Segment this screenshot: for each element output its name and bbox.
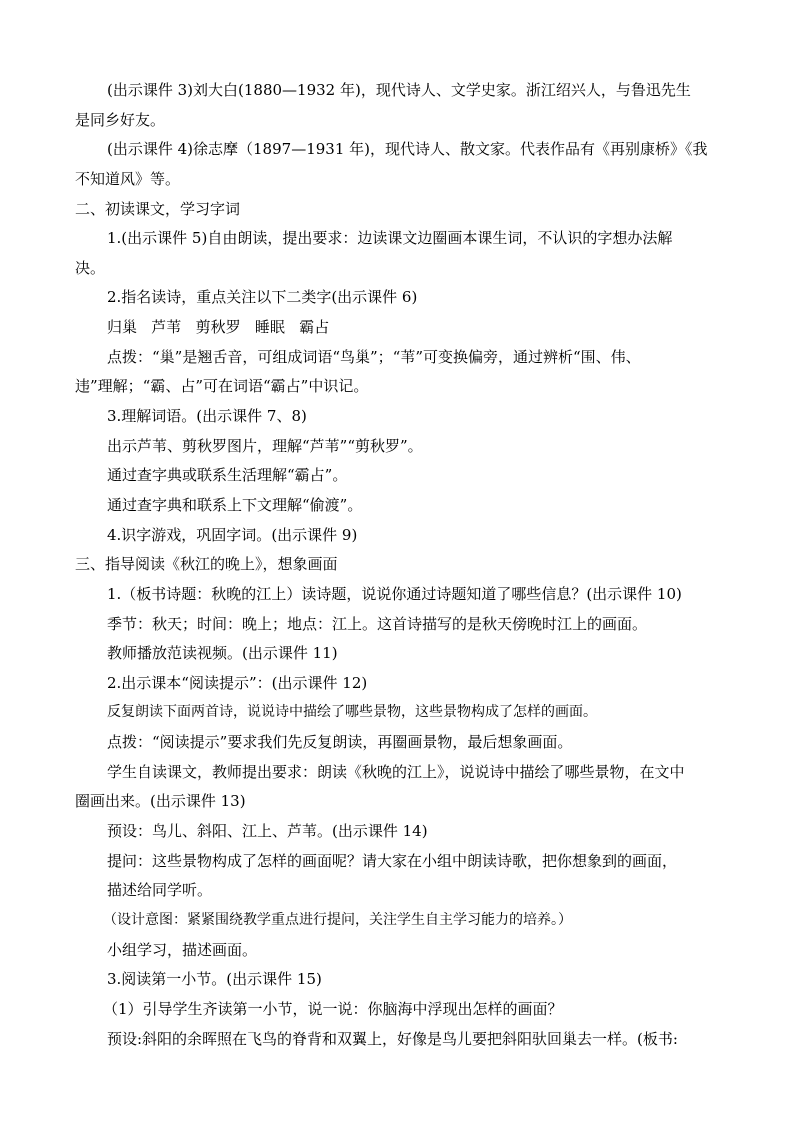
- paragraph-line: 不知道风》等。: [75, 169, 181, 188]
- paragraph-line: 出示芦苇、剪秋罗图片，理解“芦苇”“剪秋罗”。: [107, 436, 423, 455]
- vocabulary-list: 归巢 芦苇 剪秋罗 睡眠 霸占: [107, 318, 330, 337]
- paragraph-line: 3.阅读第一小节。(出示课件 15): [107, 970, 322, 989]
- section-heading: 二、初读课文，学习字词: [75, 199, 241, 218]
- paragraph-line: 是同乡好友。: [75, 110, 166, 129]
- paragraph-line: (出示课件 4)徐志摩（1897—1931 年)，现代诗人、散文家。代表作品有《再别康桥》《我: [107, 140, 708, 159]
- paragraph-line: 违”理解；“霸、占”可在词语“霸占”中识记。: [75, 377, 369, 396]
- paragraph-line: 圈画出来。(出示课件 13): [75, 792, 246, 811]
- paragraph-line: 预设:斜阳的余晖照在飞鸟的脊背和双翼上，好像是鸟儿要把斜阳驮回巢去一样。(板书:: [107, 1029, 678, 1048]
- paragraph-line: 通过查字典或联系生活理解“霸占”。: [107, 466, 348, 485]
- section-heading: 三、指导阅读《秋江的晚上》，想象画面: [75, 555, 338, 574]
- paragraph-line: 通过查字典和联系上下文理解“偷渡”。: [107, 495, 363, 514]
- paragraph-line: 提问：这些景物构成了怎样的画面呢？请大家在小组中朗读诗歌，把你想象到的画面，: [107, 851, 678, 870]
- paragraph-line: 描述给同学听。: [107, 881, 213, 900]
- paragraph-line: 4.识字游戏，巩固字词。(出示课件 9): [107, 525, 358, 544]
- paragraph-line: 3.理解词语。(出示课件 7、8): [107, 407, 307, 426]
- paragraph-line: （1）引导学生齐读第一小节，说一说：你脑海中浮现出怎样的画面？: [103, 999, 563, 1018]
- paragraph-line: (出示课件 3)刘大白(1880—1932 年)，现代诗人、文学史家。浙江绍兴人，与鲁迅先生: [107, 81, 691, 99]
- paragraph-line: 点拨：“巢”是翘舌音，可组成词语“鸟巢”；“苇”可变换偏旁，通过辨析“围、伟、: [107, 347, 641, 366]
- paragraph-line: 决。: [75, 258, 106, 277]
- paragraph-line: 2.指名读诗，重点关注以下二类字(出示课件 6): [107, 288, 418, 307]
- document-body: [0, 76, 794, 1054]
- paragraph-line: 2.出示课本“阅读提示”：(出示课件 12): [107, 673, 368, 692]
- paragraph-line: 1.(出示课件 5)自由朗读，提出要求：边读课文边圈画本课生词，不认识的字想办法解: [107, 229, 673, 248]
- paragraph-line: 教师播放范读视频。(出示课件 11): [107, 644, 338, 663]
- paragraph-line: 小组学习，描述画面。: [107, 940, 258, 959]
- reading-prompt-quote: 反复朗读下面两首诗，说说诗中描绘了哪些景物，这些景物构成了怎样的画面。: [107, 704, 597, 721]
- paragraph-line: 学生自读课文，教师提出要求：朗读《秋晚的江上》，说说诗中描绘了哪些景物，在文中: [107, 762, 685, 781]
- design-intent-note: （设计意图：紧紧围绕教学重点进行提问，关注学生自主学习能力的培养。）: [103, 911, 572, 928]
- paragraph-line: 季节：秋天；时间：晚上；地点：江上。这首诗描写的是秋天傍晚时江上的画面。: [107, 614, 648, 633]
- paragraph-line: 1.（板书诗题：秋晚的江上）读诗题，说说你通过诗题知道了哪些信息？(出示课件 10): [107, 584, 682, 603]
- paragraph-line: 预设：鸟儿、斜阳、江上、芦苇。(出示课件 14): [107, 822, 428, 841]
- paragraph-line: 点拨：“阅读提示”要求我们先反复朗读，再圈画景物，最后想象画面。: [107, 733, 573, 752]
